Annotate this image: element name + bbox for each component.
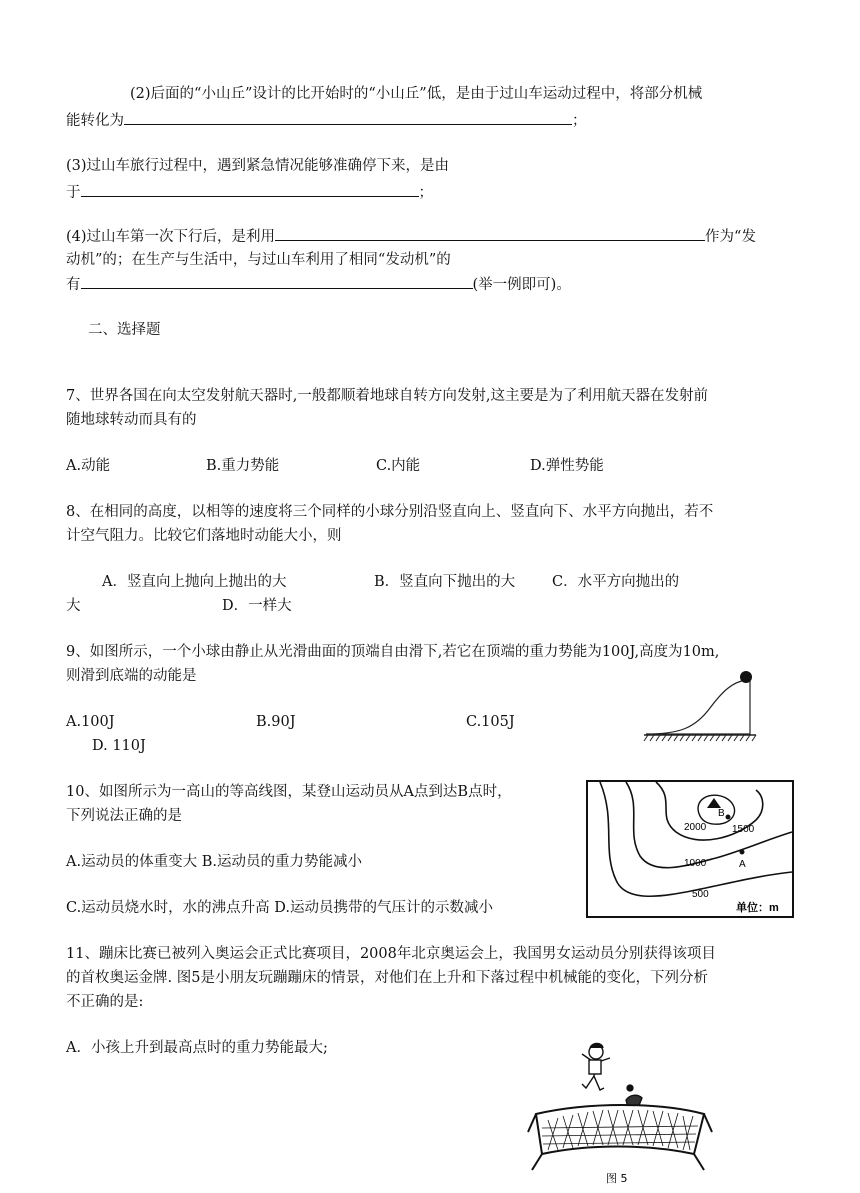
- q9-option-a[interactable]: A.100J: [66, 714, 115, 730]
- contour-label-2000: 2000: [684, 822, 707, 833]
- q10-options-cd[interactable]: C.运动员烧水时，水的沸点升高 D.运动员携带的气压计的示数减小: [66, 900, 494, 916]
- contour-label-500: 500: [692, 889, 709, 900]
- q7-option-b[interactable]: B.重力势能: [206, 458, 280, 474]
- q8-option-c-wrap: 大: [66, 598, 81, 614]
- q8-stem-line2: 计空气阻力。比较它们落地时动能大小，则: [66, 528, 342, 544]
- q9-stem-line1: 9、如图所示，一个小球由静止从光滑曲面的顶端自由滑下,若它在顶端的重力势能为100J,高度为10m,: [66, 644, 720, 660]
- q7-stem-line1: 7、世界各国在向太空发射航天器时,一般都顺着地球自转方向发射,这主要是为了利用航天器在发射前: [66, 388, 708, 404]
- q6-part3-line1: (3)过山车旅行过程中，遇到紧急情况能够准确停下来，是由: [66, 158, 450, 174]
- q8-option-a[interactable]: A．竖直向上抛向上抛出的大: [102, 574, 287, 590]
- q6-part4-line2: 动机”的；在生产与生活中，与过山车利用了相同“发动机”的: [66, 252, 451, 268]
- q6-part3-suffix: ；: [418, 185, 433, 201]
- q8-option-c[interactable]: C．水平方向抛出的: [552, 574, 680, 590]
- point-a-icon: [740, 850, 745, 855]
- point-b-label: B: [718, 808, 725, 819]
- q6-part4-line3: [66, 274, 571, 295]
- q10-stem-line2: 下列说法正确的是: [66, 808, 182, 824]
- q6-part4-prefix: (4)过山车第一次下行后，是利用: [66, 229, 276, 245]
- section-heading: 二、选择题: [88, 322, 161, 338]
- q6-part2-suffix: ；: [572, 113, 587, 129]
- q6-part3-prefix: 于: [66, 185, 81, 201]
- contour-map: [586, 780, 794, 918]
- map-unit-label: 单位：m: [736, 902, 779, 914]
- q8-option-d[interactable]: D．一样大: [222, 598, 292, 614]
- q6-part2-line1: (2)后面的“小山丘”设计的比开始时的“小山丘”低，是由于过山车运动过程中，将部分机械: [130, 86, 703, 102]
- q7-option-d[interactable]: D.弹性势能: [530, 458, 604, 474]
- figure-caption: 图 5: [606, 1172, 628, 1185]
- q6-part3-line2: [66, 182, 433, 203]
- answer-blank[interactable]: [81, 182, 419, 197]
- q9-option-c[interactable]: C.105J: [466, 714, 515, 730]
- q11-stem-line1: 11、蹦床比赛已被列入奥运会正式比赛项目，2008年北京奥运会上，我国男女运动员分别获得该项目: [66, 946, 716, 962]
- q9-option-d[interactable]: D. 110J: [92, 738, 146, 754]
- q8-stem-line1: 8、在相同的高度，以相等的速度将三个同样的小球分别沿竖直向上、竖直向下、水平方向抛出，若不: [66, 504, 714, 520]
- point-b-icon: [726, 815, 731, 820]
- answer-blank[interactable]: [81, 274, 473, 289]
- q9-stem-line2: 则滑到底端的动能是: [66, 668, 197, 684]
- child-jumping-icon: [582, 1044, 610, 1091]
- q11-option-a[interactable]: A．小孩上升到最高点时的重力势能最大;: [66, 1040, 328, 1056]
- answer-blank[interactable]: [124, 110, 572, 125]
- q10-options-ab[interactable]: A.运动员的体重变大 B.运动员的重力势能减小: [66, 854, 362, 870]
- q6-part4-line1: [66, 226, 756, 247]
- slope-figure: [640, 668, 760, 748]
- q10-stem-line1: 10、如图所示为一高山的等高线图，某登山运动员从A点到达B点时，: [66, 784, 512, 800]
- q8-option-b[interactable]: B．竖直向下抛出的大: [374, 574, 516, 590]
- q7-option-a[interactable]: A.动能: [66, 458, 111, 474]
- q7-stem-line2: 随地球转动而具有的: [66, 412, 197, 428]
- q6-part2-line2: [66, 110, 587, 131]
- ball-icon: [740, 671, 752, 683]
- q7-option-c[interactable]: C.内能: [376, 458, 421, 474]
- trampoline-figure: [518, 1038, 718, 1186]
- q6-part4-line3-suffix: (举一例即可)。: [472, 277, 571, 293]
- q6-part4-line3-prefix: 有: [66, 277, 81, 293]
- contour-label-1500: 1500: [732, 824, 755, 835]
- q11-stem-line3: 不正确的是:: [66, 994, 144, 1010]
- q11-stem-line2: 的首枚奥运金牌. 图5是小朋友玩蹦蹦床的情景，对他们在上升和下落过程中机械能的变化，下列分析: [66, 970, 708, 986]
- answer-blank[interactable]: [275, 226, 705, 241]
- point-a-label: A: [739, 859, 746, 870]
- q6-part2-prefix: 能转化为: [66, 113, 124, 129]
- contour-label-1000: 1000: [684, 858, 707, 869]
- q9-option-b[interactable]: B.90J: [256, 714, 296, 730]
- q6-part4-suffix: 作为“发: [705, 229, 756, 245]
